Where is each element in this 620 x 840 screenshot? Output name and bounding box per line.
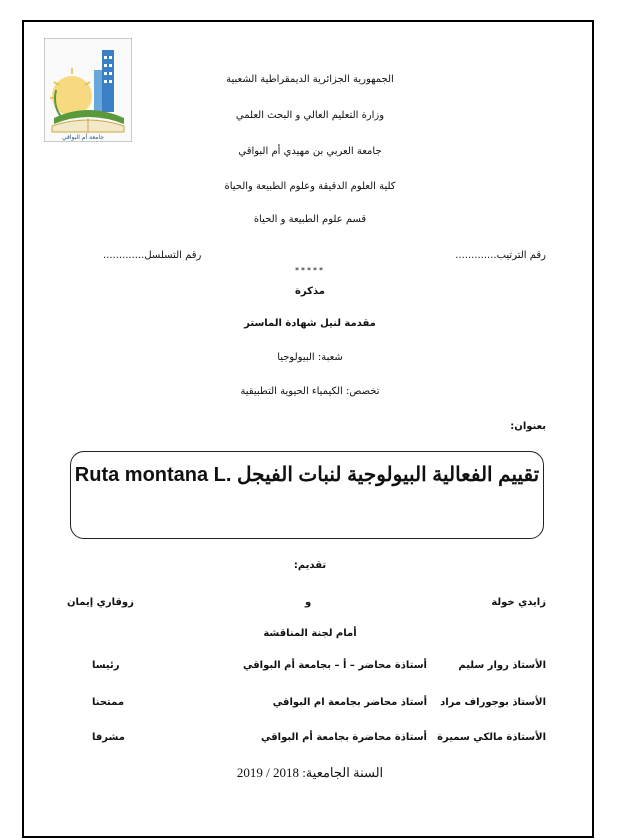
academic-year: السنة الجامعية: 2018 / 2019 bbox=[236, 765, 384, 780]
committee-member-name: الأستاذ بوجوراف مراد bbox=[440, 697, 546, 708]
committee-member-position: أستاذة محاضرة بجامعة أم البواقي bbox=[260, 732, 427, 743]
university-line: جامعة العربي بن مهيدي أم البواقي bbox=[238, 146, 382, 157]
committee-label: أمام لجنة المناقشة bbox=[263, 628, 357, 639]
faculty-line: كلية العلوم الدقيقة وعلوم الطبيعة والحياة bbox=[224, 181, 396, 192]
thesis-specialty: تخصص: الكيمياء الحيوية التطبيقية bbox=[240, 386, 380, 397]
thesis-type: مذكرة bbox=[295, 286, 325, 297]
committee-member-role: ممتحنا bbox=[92, 697, 125, 708]
committee-member-role: مشرفا bbox=[92, 732, 125, 743]
title-box bbox=[70, 451, 544, 539]
department-line: قسم علوم الطبيعة و الحياة bbox=[253, 214, 367, 225]
university-logo bbox=[44, 38, 132, 142]
thesis-purpose: مقدمة لنيل شهادة الماستر bbox=[244, 318, 376, 329]
presented-label: تقديم: bbox=[293, 560, 327, 571]
thesis-branch: شعبة: البيولوجيا bbox=[277, 352, 343, 363]
committee-member-name: الأستاذ روار سليم bbox=[458, 660, 546, 671]
university-logo-graphic bbox=[44, 38, 132, 142]
committee-member-name: الأستاذة مالكي سميرة bbox=[437, 732, 546, 743]
serial-number: رقم التسلسل............. bbox=[103, 250, 202, 261]
committee-member-role: رئيسا bbox=[92, 660, 120, 671]
svg-text:جامعة أم البواقي: جامعة أم البواقي bbox=[62, 134, 104, 141]
page-border bbox=[22, 20, 594, 838]
conjunction: و bbox=[305, 597, 312, 608]
stars-divider: ***** bbox=[295, 266, 325, 275]
order-number: رقم الترتيب............. bbox=[455, 250, 546, 261]
committee-member-position: أستاذ محاضر بجامعة ام البواقي bbox=[272, 697, 427, 708]
thesis-title-arabic: تقييم الفعالية البيولوجية لنبات الفيجل bbox=[237, 464, 540, 486]
ministry-line: وزارة التعليم العالي و البحث العلمي bbox=[235, 110, 385, 121]
republic-line: الجمهورية الجزائرية الديمقراطية الشعبية bbox=[226, 74, 394, 85]
thesis-title-latin: Ruta montana L. bbox=[74, 464, 232, 486]
committee-member-position: أستاذة محاضر – أ – بجامعة أم البواقي bbox=[243, 660, 427, 671]
title-label: بعنوان: bbox=[510, 421, 546, 432]
student-2: زوقاري إيمان bbox=[67, 597, 134, 608]
student-1: زايدي خولة bbox=[491, 597, 546, 608]
thesis-title bbox=[71, 462, 543, 487]
